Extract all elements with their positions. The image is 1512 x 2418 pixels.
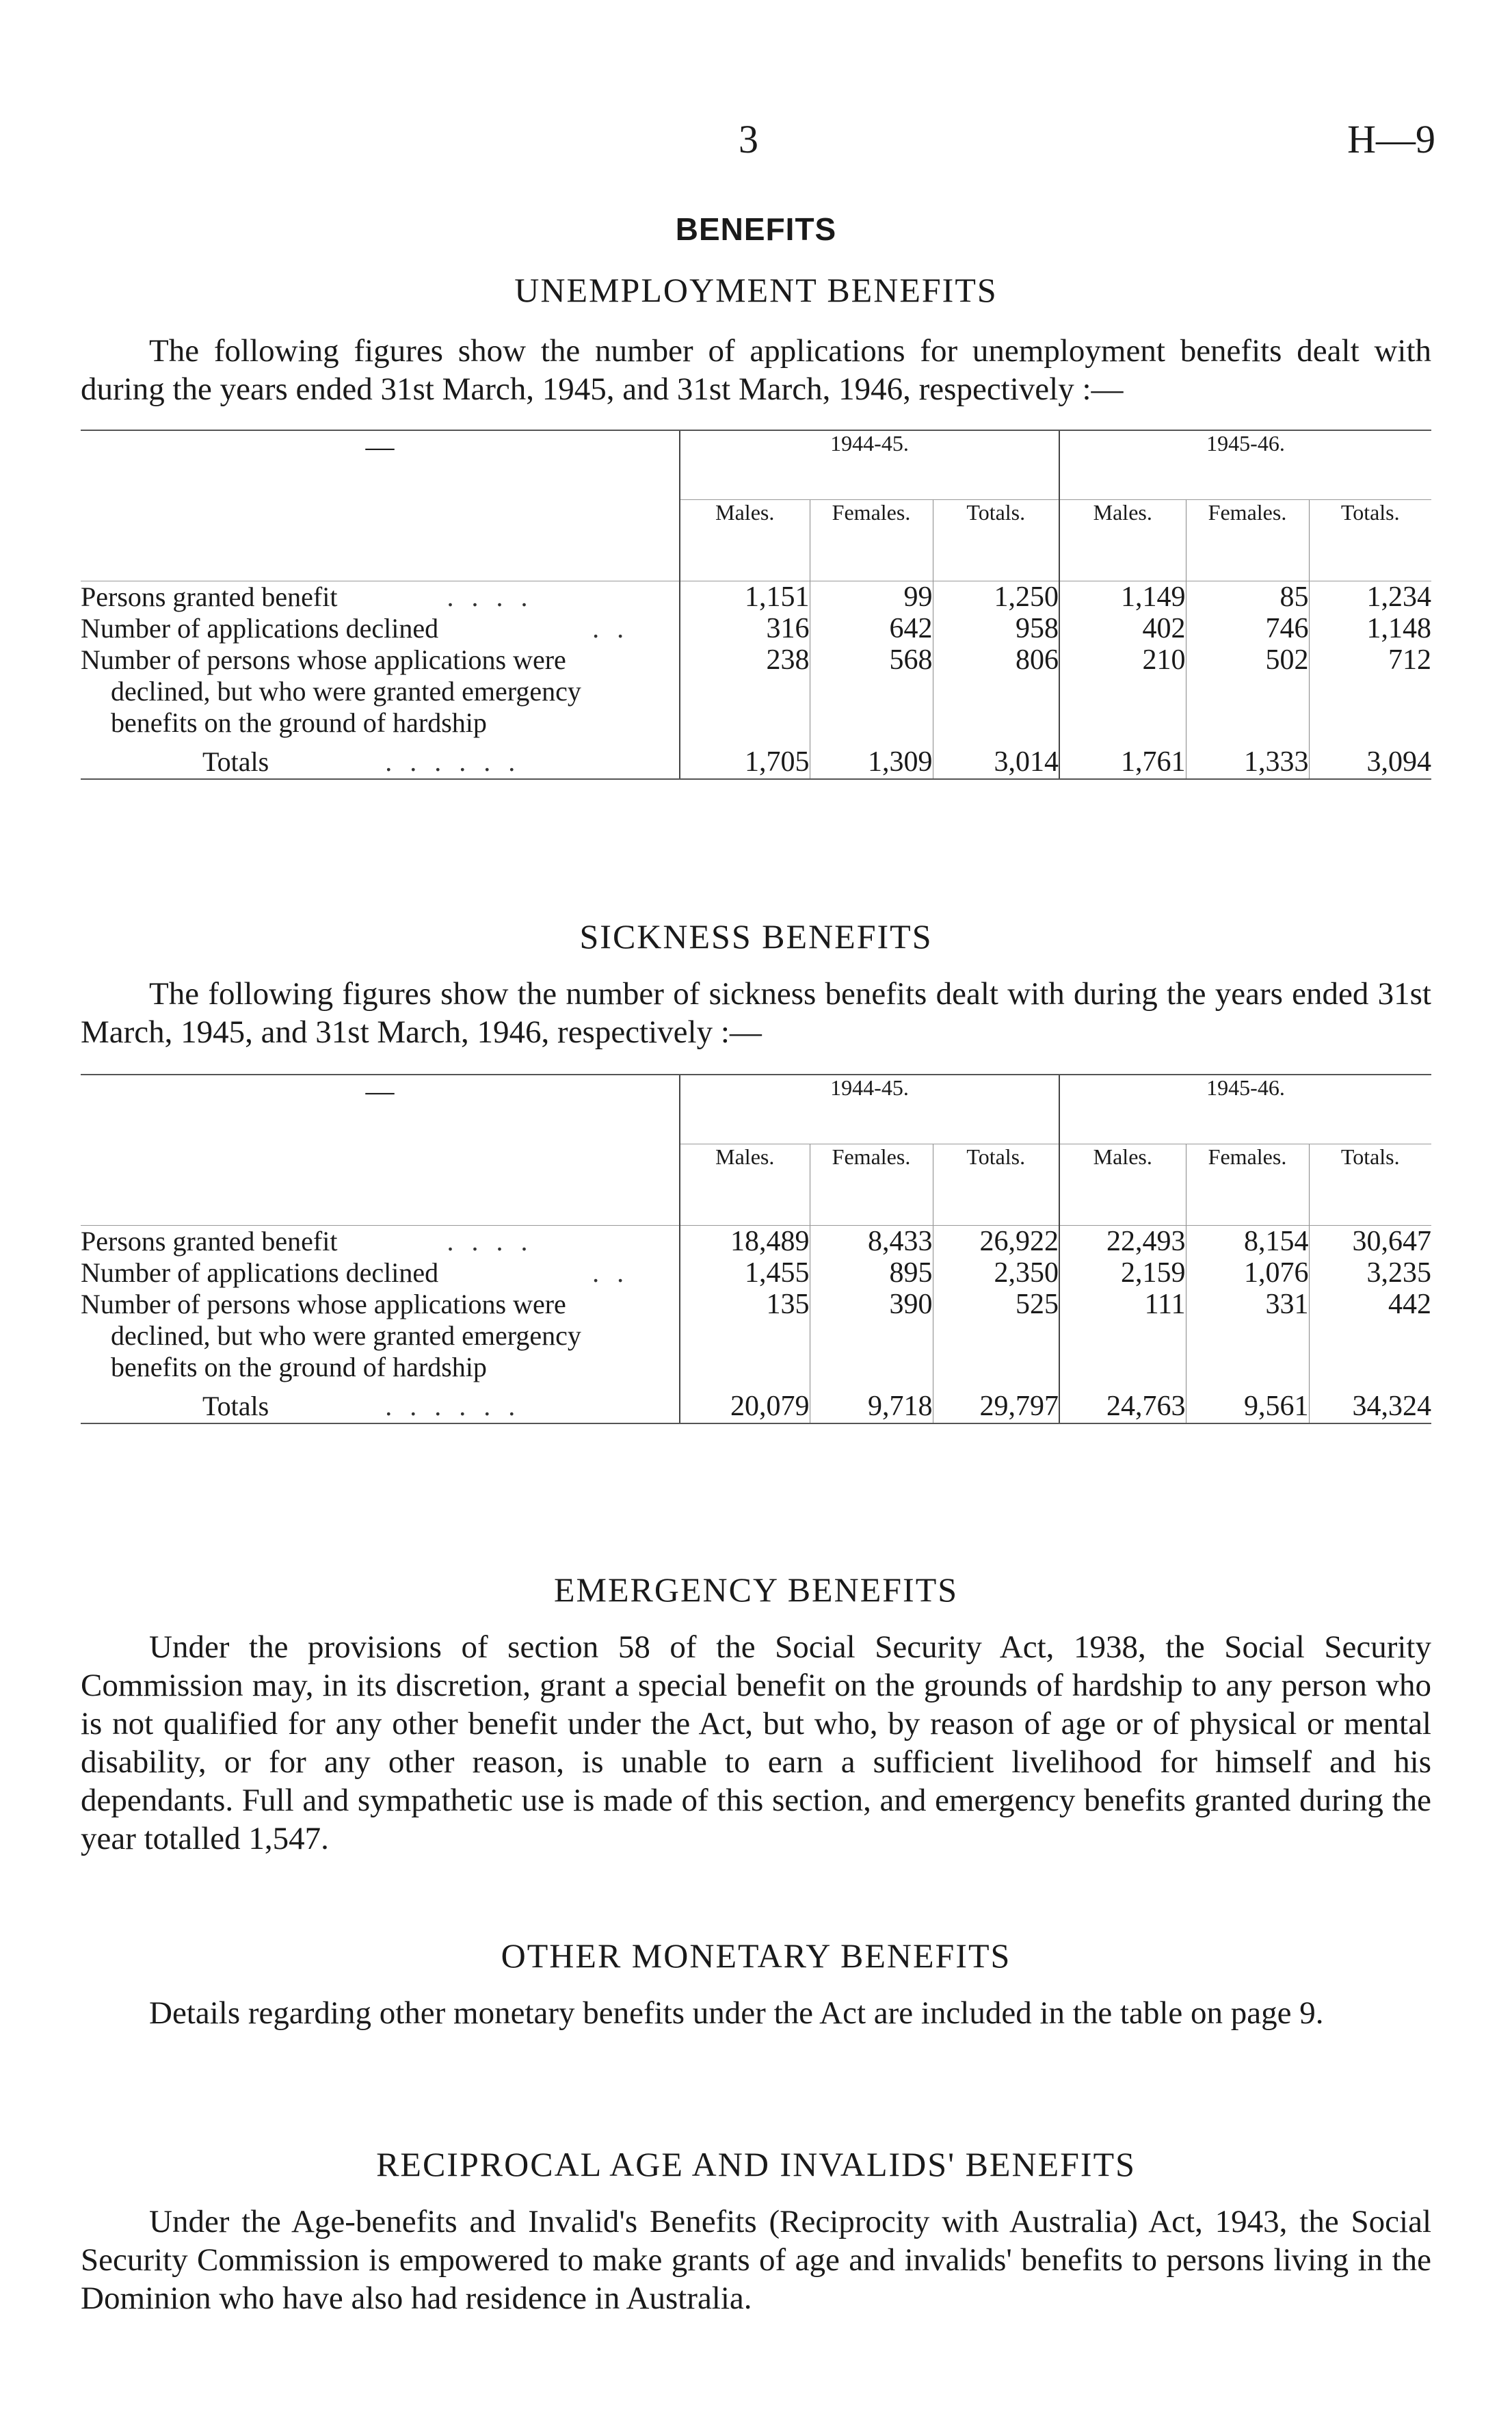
cell: 1,151 xyxy=(745,581,810,613)
cell: 568 xyxy=(889,644,933,676)
row-label: Number of applications declined . . xyxy=(81,1257,630,1288)
unemployment-heading: UNEMPLOYMENT BENEFITS xyxy=(514,271,998,309)
reciprocal-text: Under the Age-benefits and Invalid's Benefits (Reciprocity with Australia) Act, 1943, the Social Security Commission is empowered to make grants of age and invalids' benefits to persons living in the Dominion who have also had residence in Australia. xyxy=(81,2204,1431,2316)
total-cell: 20,079 xyxy=(680,1390,810,1423)
page-title: BENEFITS xyxy=(675,211,837,247)
cell: 111 xyxy=(1144,1289,1186,1320)
cell: 1,148 xyxy=(1366,613,1431,644)
year-header-1945: 1945-46. xyxy=(1059,430,1431,500)
cell: 402 xyxy=(1142,613,1186,644)
total-cell: 9,718 xyxy=(810,1390,933,1423)
row-label: benefits on the ground of hardship xyxy=(111,707,487,738)
row-label: declined, but who were granted emergency xyxy=(111,676,581,707)
cell: 525 xyxy=(1016,1289,1059,1320)
page-number: 3 xyxy=(739,117,758,161)
cell: 8,433 xyxy=(868,1226,933,1257)
cell: 1,076 xyxy=(1244,1257,1309,1289)
total-cell: 24,763 xyxy=(1059,1390,1186,1423)
row-label: Number of applications declined . . xyxy=(81,613,630,644)
total-cell: 3,094 xyxy=(1309,746,1431,779)
cell: 18,489 xyxy=(730,1226,810,1257)
emergency-heading: EMERGENCY BENEFITS xyxy=(553,1571,959,1609)
sickness-table xyxy=(81,1074,1431,1424)
year-header-1944: 1944-45. xyxy=(680,430,1059,500)
col-males: Males. xyxy=(680,500,810,581)
year-header-1945: 1945-46. xyxy=(1059,1075,1431,1144)
cell: 2,350 xyxy=(994,1257,1059,1289)
col-totals: Totals. xyxy=(1309,1144,1431,1226)
page-reference: H—9 xyxy=(1347,117,1435,161)
cell: 85 xyxy=(1279,581,1309,613)
year-header-1944: 1944-45. xyxy=(680,1075,1059,1144)
total-cell: 1,309 xyxy=(810,746,933,779)
col-totals: Totals. xyxy=(933,1144,1059,1226)
cell: 8,154 xyxy=(1244,1226,1309,1257)
row-label: Number of persons whose applications were xyxy=(81,1289,566,1319)
col-females: Females. xyxy=(810,1144,933,1226)
sickness-heading: SICKNESS BENEFITS xyxy=(579,917,933,956)
col-totals: Totals. xyxy=(933,500,1059,581)
table-body xyxy=(81,1226,1431,1391)
table-stub: — xyxy=(81,430,680,581)
cell: 331 xyxy=(1265,1289,1309,1320)
emergency-text: Under the provisions of section 58 of the Social Security Act, 1938, the Social Security Commission may, in its discretion, grant a special benefit on the grounds of hardship to any person who is not qualified for any other benefit under the Act, but who, by reason of age or of physical or mental disability, or for any other reason, is unable to earn a sufficient livelihood for himself and his dependants. Full and sympathetic use is made of this section, and emergency benefits granted during the year totalled 1,547. xyxy=(81,1629,1431,1856)
cell: 806 xyxy=(1016,644,1059,676)
cell: 26,922 xyxy=(979,1226,1059,1257)
col-females: Females. xyxy=(1186,500,1309,581)
total-cell: 3,014 xyxy=(933,746,1059,779)
cell: 210 xyxy=(1142,644,1186,676)
cell: 316 xyxy=(766,613,810,644)
cell: 3,235 xyxy=(1366,1257,1431,1289)
total-cell: 1,333 xyxy=(1186,746,1309,779)
cell: 135 xyxy=(766,1289,810,1320)
row-label: Persons granted benefit . . . . xyxy=(81,581,533,612)
table-body xyxy=(81,581,1431,746)
cell: 1,149 xyxy=(1121,581,1186,613)
cell: 895 xyxy=(889,1257,933,1289)
total-cell: 34,324 xyxy=(1309,1390,1431,1423)
reciprocal-heading: RECIPROCAL AGE AND INVALIDS' BENEFITS xyxy=(376,2145,1136,2183)
unemployment-intro: The following figures show the number of applications for unemployment benefits dealt with during the years ended 31st March, 1945, and 31st March, 1946, respectively :— xyxy=(81,333,1431,407)
col-females: Females. xyxy=(1186,1144,1309,1226)
row-label: benefits on the ground of hardship xyxy=(111,1352,487,1382)
col-females: Females. xyxy=(810,500,933,581)
row-label: declined, but who were granted emergency xyxy=(111,1320,581,1351)
cell: 1,234 xyxy=(1366,581,1431,613)
other-heading: OTHER MONETARY BENEFITS xyxy=(501,1936,1011,1975)
cell: 746 xyxy=(1265,613,1309,644)
cell: 442 xyxy=(1388,1289,1431,1320)
total-cell: 1,705 xyxy=(680,746,810,779)
totals-label: Totals xyxy=(202,746,269,777)
cell: 390 xyxy=(889,1289,933,1320)
cell: 1,250 xyxy=(994,581,1059,613)
col-totals: Totals. xyxy=(1309,500,1431,581)
totals-label: Totals xyxy=(202,1391,269,1421)
totals-row: Totals . . . . . . 1,705 1,309 3,014 1,761 1,333 3,094 xyxy=(81,746,1431,779)
col-males: Males. xyxy=(1059,1144,1186,1226)
unemployment-table xyxy=(81,430,1431,780)
cell: 712 xyxy=(1388,644,1431,676)
totals-row: Totals . . . . . . 20,079 9,718 29,797 24,763 9,561 34,324 xyxy=(81,1390,1431,1423)
cell: 30,647 xyxy=(1352,1226,1431,1257)
row-label: Persons granted benefit . . . . xyxy=(81,1226,533,1257)
cell: 502 xyxy=(1265,644,1309,676)
cell: 99 xyxy=(903,581,933,613)
col-males: Males. xyxy=(1059,500,1186,581)
cell: 238 xyxy=(766,644,810,676)
total-cell: 1,761 xyxy=(1059,746,1186,779)
cell: 1,455 xyxy=(745,1257,810,1289)
total-cell: 29,797 xyxy=(933,1390,1059,1423)
cell: 958 xyxy=(1016,613,1059,644)
cell: 642 xyxy=(889,613,933,644)
sickness-intro: The following figures show the number of sickness benefits dealt with during the years ended 31st March, 1945, and 31st March, 1946, respectively :— xyxy=(81,976,1431,1050)
row-label: Number of persons whose applications were xyxy=(81,644,566,675)
other-text: Details regarding other monetary benefits under the Act are included in the table on page 9. xyxy=(149,1995,1324,2031)
cell: 22,493 xyxy=(1106,1226,1186,1257)
table-stub: — xyxy=(81,1075,680,1226)
col-males: Males. xyxy=(680,1144,810,1226)
cell: 2,159 xyxy=(1121,1257,1186,1289)
total-cell: 9,561 xyxy=(1186,1390,1309,1423)
